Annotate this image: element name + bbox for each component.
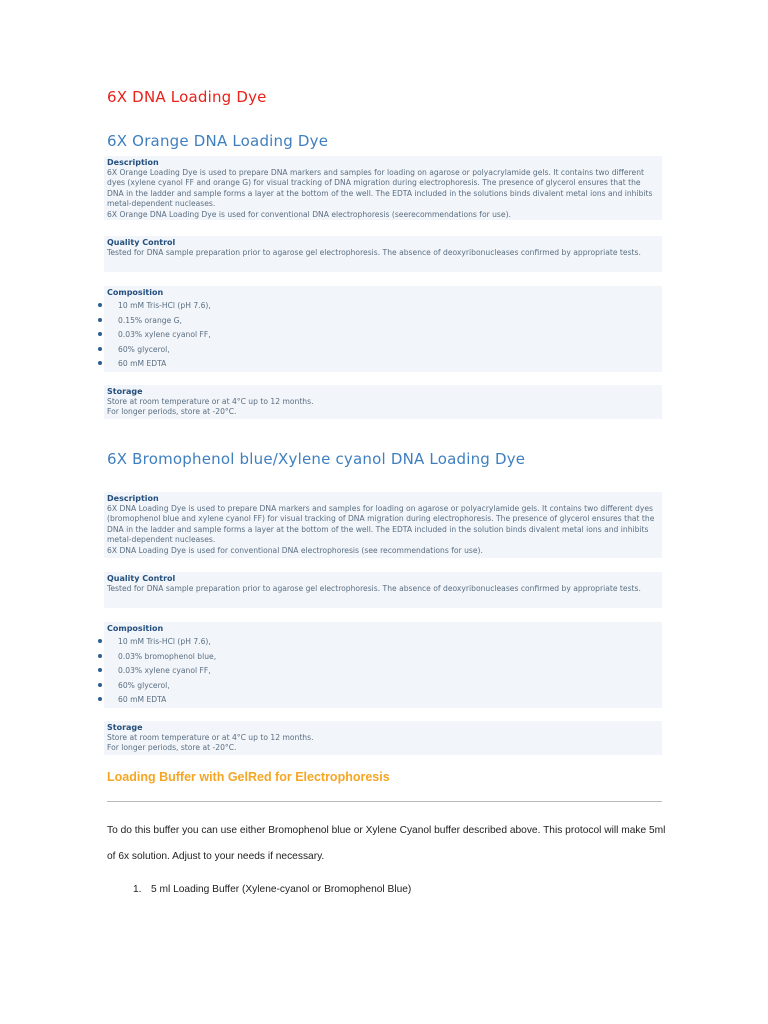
bullet-icon [98, 332, 102, 336]
bullet-icon [98, 318, 102, 322]
quality-control-label: Quality Control [107, 238, 176, 247]
bullet-icon [98, 697, 102, 701]
description-box-orange [104, 156, 662, 220]
list-item [107, 664, 659, 679]
bullet-icon [98, 639, 102, 643]
description-usage: 6X DNA Loading Dye is used for conventional DNA electrophoresis (see recommendations for use). [107, 545, 483, 555]
list-item [107, 679, 659, 694]
description-label: Description [107, 494, 159, 503]
section-title-bromophenol: 6X Bromophenol blue/Xylene cyanol DNA Loading Dye [107, 450, 526, 468]
gelred-title: Loading Buffer with GelRed for Electrophoresis [107, 770, 390, 784]
section-title-orange: 6X Orange DNA Loading Dye [107, 132, 329, 150]
composition-label: Composition [107, 624, 164, 633]
bullet-icon [98, 303, 102, 307]
composition-list [107, 635, 659, 708]
composition-list [107, 299, 659, 372]
list-item [107, 635, 659, 650]
storage-box-orange [104, 385, 662, 419]
storage-line: Store at room temperature or at 4°C up to 12 months. [107, 733, 314, 742]
list-item [107, 328, 659, 343]
bullet-icon [98, 668, 102, 672]
section-divider [107, 801, 662, 802]
storage-label: Storage [107, 387, 143, 396]
quality-control-text: Tested for DNA sample preparation prior to agarose gel electrophoresis. The absence of deoxyribonucleases confirmed by appropriate tests. [107, 248, 641, 257]
composition-item: 10 mM Tris-HCl (pH 7.6), [118, 301, 211, 310]
description-label: Description [107, 158, 159, 167]
composition-item: 0.03% xylene cyanol FF, [118, 330, 211, 340]
bullet-icon [98, 347, 102, 351]
list-item [107, 357, 659, 372]
description-box-bromophenol [104, 492, 662, 558]
list-item [107, 693, 659, 708]
step-number: 1. [133, 884, 142, 895]
quality-control-box-orange [104, 236, 662, 272]
description-text [107, 504, 659, 556]
bullet-icon [98, 361, 102, 365]
list-item [107, 650, 659, 665]
storage-line: Store at room temperature or at 4°C up to 12 months. [107, 397, 314, 406]
page-title: 6X DNA Loading Dye [107, 88, 267, 106]
description-paragraph: 6X Orange Loading Dye is used to prepare DNA markers and samples for loading on agarose or polyacrylamide gels. It contains two different dyes (xylene cyanol FF and orange G) for visual tracking of DNA migration during electrophoresis. The presence of glycerol ensures that the DNA in the ladder and sample forms a layer at the bottom of the well. The EDTA included in the solutions binds divalent metal ions and inhibits metal-dependent nucleases. [107, 168, 653, 209]
quality-control-label: Quality Control [107, 574, 176, 583]
composition-box-bromophenol [104, 622, 662, 708]
bullet-icon [98, 683, 102, 687]
storage-line: For longer periods, store at -20°C. [107, 407, 237, 417]
protocol-steps [107, 882, 411, 898]
composition-item: 60% glycerol, [118, 680, 170, 690]
composition-item: 0.15% orange G, [118, 315, 182, 325]
bullet-icon [98, 654, 102, 658]
description-text [107, 168, 659, 220]
list-item [107, 343, 659, 358]
composition-label: Composition [107, 288, 164, 297]
composition-item: 60 mM EDTA [118, 695, 167, 705]
list-item [107, 314, 659, 329]
list-item [107, 299, 659, 314]
composition-item: 10 mM Tris-HCl (pH 7.6), [118, 637, 211, 646]
step-text: 5 ml Loading Buffer (Xylene-cyanol or Bromophenol Blue) [151, 884, 412, 895]
storage-box-bromophenol [104, 721, 662, 755]
description-paragraph: 6X DNA Loading Dye is used to prepare DNA markers and samples for loading on agarose or polyacrylamide gels. It contains two different dyes (bromophenol blue and xylene cyanol FF) for visual tracking of DNA migration during electrophoresis. The presence of glycerol ensures that the DNA in the ladder and sample forms a layer at the bottom of the well. The EDTA included in the solution binds divalent metal ions and inhibits metal-dependent nucleases. [107, 504, 655, 545]
composition-box-orange [104, 286, 662, 372]
quality-control-text: Tested for DNA sample preparation prior to agarose gel electrophoresis. The absence of deoxyribonucleases confirmed by appropriate tests. [107, 584, 641, 593]
composition-item: 60 mM EDTA [118, 359, 167, 369]
description-usage: 6X Orange DNA Loading Dye is used for conventional DNA electrophoresis (seerecommendations for use). [107, 209, 511, 219]
quality-control-box-bromophenol [104, 572, 662, 608]
list-item [107, 882, 411, 898]
protocol-intro: To do this buffer you can use either Bromophenol blue or Xylene Cyanol buffer described above. This protocol will make 5ml of 6x solution. Adjust to your needs if necessary. [107, 825, 666, 862]
composition-item: 0.03% xylene cyanol FF, [118, 666, 211, 676]
storage-line: For longer periods, store at -20°C. [107, 743, 237, 753]
composition-item: 60% glycerol, [118, 344, 170, 354]
composition-item: 0.03% bromophenol blue, [118, 651, 217, 661]
storage-label: Storage [107, 723, 143, 732]
